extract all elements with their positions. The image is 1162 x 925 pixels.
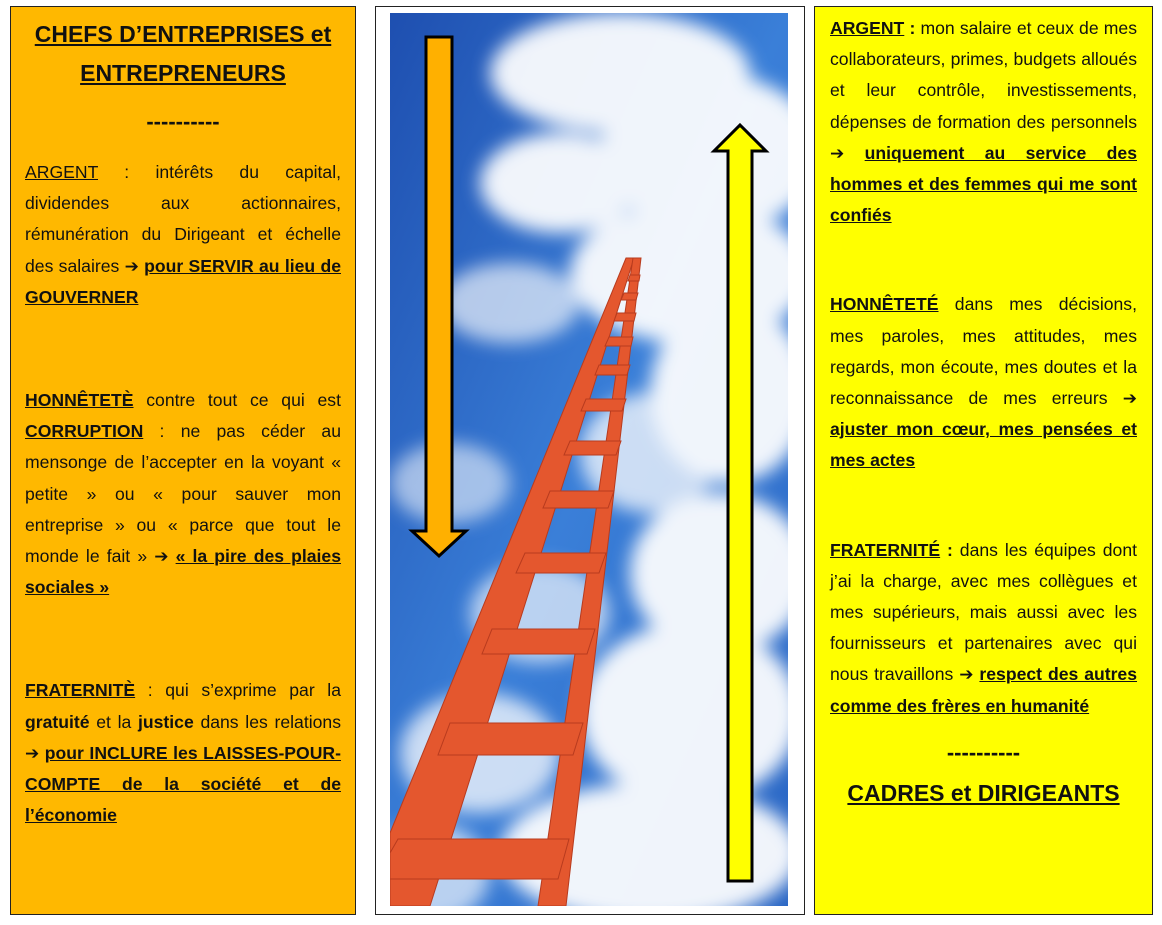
left-honnetete-conclusion: « la pire des plaies sociales » [25,546,342,598]
left-argent-keyword: ARGENT [25,162,98,182]
right-fraternite-paragraph [830,535,1137,722]
right-arrow-icon: ➔ [1122,389,1137,409]
left-fraternite-text1: : qui s’exprime par la [135,680,341,701]
right-arrow-icon: ➔ [124,256,139,276]
left-fraternite-conclusion: pour INCLURE les LAISSES-POUR-COMPTE de la société et de l’économie [25,742,341,826]
left-honnetete-text1: contre tout ce qui est [133,390,341,411]
left-honnetete-keyword: HONNÊTETÈ [25,390,134,411]
left-fraternite-keyword: FRATERNITÈ [25,680,136,701]
right-arrow-icon: ➔ [154,547,169,567]
right-arrow-icon: ➔ [25,743,40,763]
left-argent-conclusion: pour SERVIR au lieu de GOUVERNER [25,255,341,307]
left-honnetete-text2: : ne pas céder au mensonge de l’accepter en la voyant « petite » ou « pour sauver mon entreprise » ou « parce que tout le monde le fait » [25,421,341,567]
left-title-line1: CHEFS D’ENTREPRISES et [34,21,332,47]
left-honnetete-paragraph [25,385,341,603]
left-title-line2: ENTREPRENEURS [80,60,286,86]
right-arrow-icon: ➔ [959,665,974,685]
right-fraternite-colon: : [940,539,953,560]
left-corruption-keyword: CORRUPTION [25,421,144,442]
right-honnetete-conclusion: ajuster mon cœur, mes pensées et mes actes [830,419,1137,471]
left-fraternite-justice: justice [138,711,194,732]
right-arrow-icon: ➔ [830,143,845,163]
right-argent-paragraph [830,13,1137,231]
ladder-sky-illustration [390,13,788,906]
left-fraternite-paragraph [25,675,341,831]
left-argent-paragraph [25,157,341,313]
right-title: CADRES et DIRIGEANTS [847,779,1120,806]
right-argent-conclusion: uniquement au service des hommes et des femmes qui me sont confiés [830,142,1137,226]
left-argent-text: : intérêts du capital, dividendes aux actionnaires, rémunération du Dirigeant et échelle des salaires [25,162,341,276]
right-argent-colon: : [904,18,916,38]
left-fraternite-text2: et la [89,711,138,732]
left-separator: ---------- [146,109,220,134]
right-fraternite-conclusion: respect des autres comme des frères en humanité [830,664,1138,716]
left-title [25,15,341,93]
right-argent-text: mon salaire et ceux de mes collaborateurs, primes, budgets alloués et leur contrôle, investissements, dépenses de formation des personnels [830,18,1138,132]
left-fraternite-text3: dans les relations [193,711,341,732]
right-panel [814,6,1153,915]
ladder-image-panel [375,6,805,915]
right-fraternite-text: dans les équipes dont j’ai la charge, avec mes collègues et mes supérieurs, mais aussi avec les fournisseurs et partenaires avec qui nous travaillons [830,539,1137,685]
right-honnetete-keyword: HONNÊTETÉ [830,294,939,315]
right-fraternite-keyword: FRATERNITÉ [830,539,941,560]
right-honnetete-paragraph [830,289,1137,476]
right-separator: ---------- [946,739,1021,765]
left-fraternite-gratuite: gratuité [25,711,90,732]
right-argent-keyword: ARGENT [830,18,905,38]
right-honnetete-text: dans mes décisions, mes paroles, mes attitudes, mes regards, mon écoute, mes doutes et la reconnaissance de mes erreurs [830,294,1137,409]
left-panel [10,6,356,915]
